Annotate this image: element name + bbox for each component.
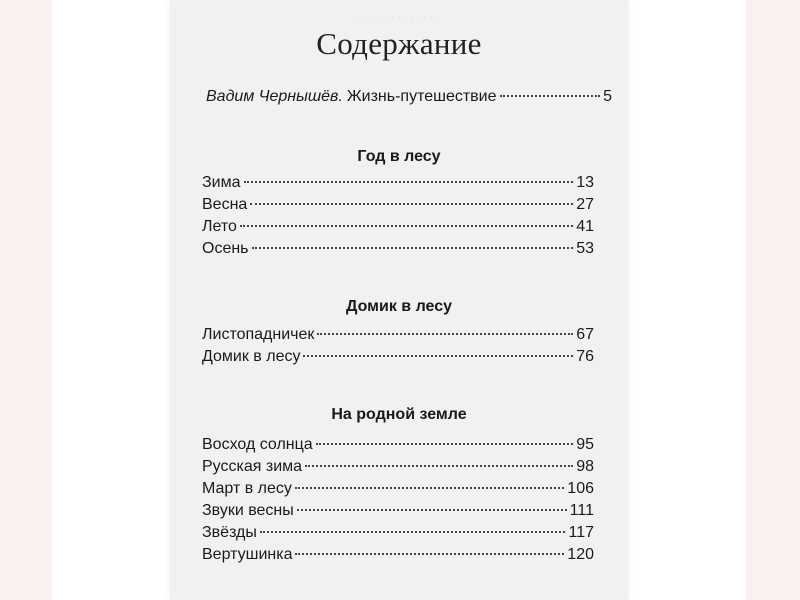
toc-entry: [202, 480, 594, 502]
toc-entry: [202, 196, 594, 218]
entry-page: 13: [576, 174, 594, 191]
entry-page: 67: [576, 326, 594, 343]
page-title: Содержание: [316, 26, 482, 61]
toc-entry: [202, 502, 594, 524]
bleed-through-text: · · · · · · · · · · · · ·: [358, 12, 440, 22]
entry-title: Звуки весны: [202, 502, 294, 519]
toc-entry: [202, 546, 594, 568]
dot-leader: [500, 95, 601, 97]
entry-page: 106: [567, 480, 594, 497]
entry-title: Март в лесу: [202, 480, 292, 497]
toc-entry: [202, 348, 594, 370]
entry-title: Восход солнца: [202, 436, 313, 453]
section-title: Год в лесу: [357, 148, 441, 165]
entry-page: 98: [576, 458, 594, 475]
entry-page: 41: [576, 218, 594, 235]
dot-leader: [240, 225, 573, 227]
entry-title: Листопадничек: [202, 326, 315, 343]
dot-leader: [303, 355, 573, 357]
intro-title: Жизнь-путешествие: [346, 88, 497, 105]
toc-entry: [202, 218, 594, 240]
toc-entry: [202, 524, 594, 546]
entry-title: Русская зима: [202, 458, 303, 475]
entry-title: Звёзды: [202, 524, 257, 541]
dot-leader: [244, 181, 574, 183]
section-title: Домик в лесу: [346, 298, 452, 315]
dot-leader: [252, 247, 574, 249]
entry-page: 111: [569, 502, 594, 519]
dot-leader: [295, 487, 564, 489]
toc-entry: [202, 326, 594, 348]
book-page: [170, 0, 628, 600]
toc-entry: [202, 436, 594, 458]
entry-title: Осень: [202, 240, 249, 257]
left-margin: [0, 0, 52, 600]
toc-entry: [202, 174, 594, 196]
entry-page: 117: [568, 524, 594, 541]
toc-entry-intro: [206, 88, 612, 110]
dot-leader: [305, 465, 573, 467]
entry-title: Лето: [202, 218, 237, 235]
toc-entry: [202, 240, 594, 262]
entry-page: 95: [576, 436, 594, 453]
entry-title: Зима: [202, 174, 241, 191]
dot-leader: [297, 509, 567, 511]
dot-leader: [260, 531, 566, 533]
entry-page: 53: [576, 240, 594, 257]
intro-page-number: 5: [603, 88, 612, 105]
right-margin: [746, 0, 800, 600]
dot-leader: [316, 443, 574, 445]
entry-title: Вертушинка: [202, 546, 293, 563]
dot-leader: [295, 553, 564, 555]
dot-leader: [317, 333, 573, 335]
section-title: На родной земле: [331, 406, 467, 423]
entry-page: 27: [576, 196, 594, 213]
entry-title: Весна: [202, 196, 248, 213]
dot-leader: [250, 203, 573, 205]
entry-page: 76: [576, 348, 594, 365]
intro-author: Вадим Чернышёв.: [206, 88, 343, 105]
toc-entry: [202, 458, 594, 480]
entry-page: 120: [567, 546, 594, 563]
entry-title: Домик в лесу: [202, 348, 301, 365]
